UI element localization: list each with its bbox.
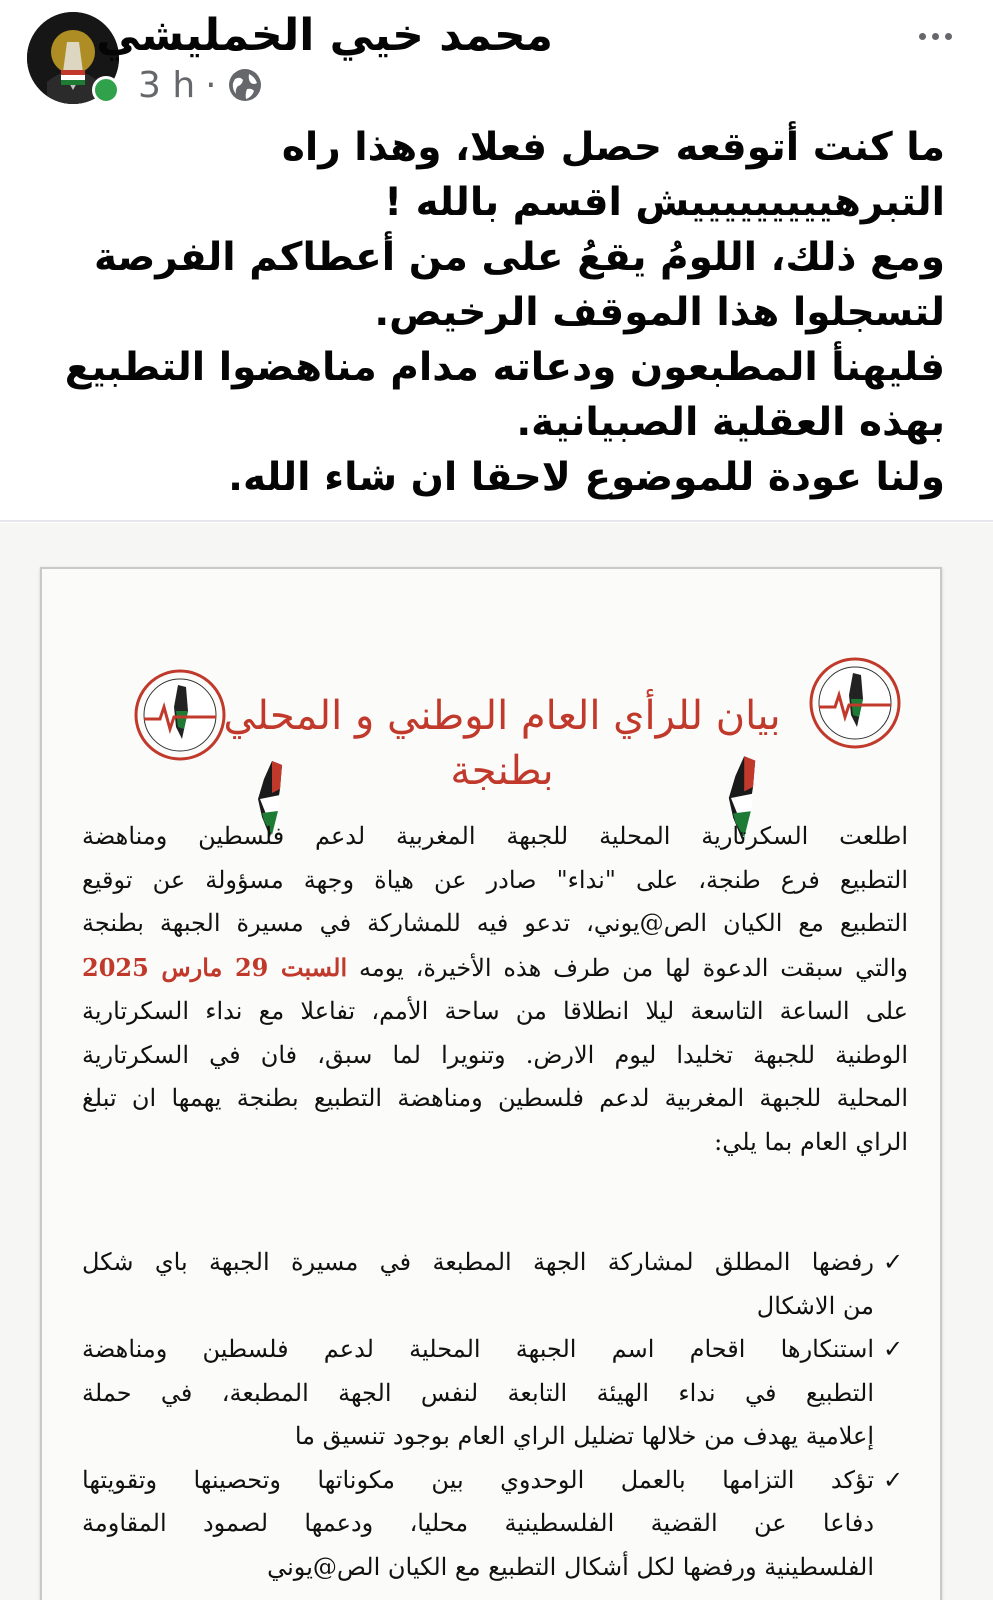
- online-status-indicator: [92, 76, 120, 104]
- post-header: [0, 0, 993, 115]
- list-item-line: الفلسطينية ورفضها لكل أشكال التطبيع مع الكيان الص@يوني: [267, 1552, 874, 1581]
- body-line: الوطنية للجبهة تخليدا ليوم الارض. وتنويرا لما سبق، فان في السكرتارية: [82, 1040, 908, 1069]
- front-emblem-icon: [132, 667, 228, 763]
- front-emblem-icon: [807, 655, 903, 751]
- list-item-line: إعلامية يهدف من خلالها تضليل الراي العام بوجود تنسيق ما: [294, 1422, 874, 1450]
- post-line: لتسجلوا هذا الموقف الرخيص.: [374, 290, 945, 335]
- document-title: [222, 689, 782, 799]
- post-line: ولنا عودة للموضوع لاحقا ان شاء الله.: [228, 455, 945, 500]
- author-name[interactable]: محمد خيي الخمليشي: [96, 10, 553, 61]
- list-item-line: من الاشكال: [756, 1291, 874, 1320]
- post-line: بهذه العقلية الصبيانية.: [516, 400, 945, 445]
- list-item-line: دفاعا عن القضية الفلسطينية محليا، ودعمها لصمود المقاومة: [82, 1509, 874, 1537]
- body-line: [82, 946, 908, 991]
- body-line: على الساعة التاسعة ليلا انطلاقا من ساحة الأمم، تفاعلا مع نداء السكرتارية: [82, 997, 908, 1025]
- body-line: الراي العام بما يلي:: [714, 1127, 908, 1156]
- checkmark-icon: ✓: [882, 1335, 904, 1363]
- more-dot: [932, 33, 939, 40]
- document-body: [82, 815, 908, 1164]
- post-line: فليهنأ المطبعون ودعاته مدام مناهضوا التطبيع: [64, 345, 945, 390]
- list-item-line: التطبيع في نداء الهيئة التابعة لنفس الجهة المطبعة، في حملة: [82, 1378, 874, 1407]
- more-options-button[interactable]: [905, 18, 965, 54]
- post-line: ما كنت أتوقعه حصل فعلا، وهذا راه: [281, 125, 945, 170]
- post-line: التبرهيييييييييش اقسم بالله !: [384, 180, 945, 225]
- post-timestamp[interactable]: 3 h: [138, 64, 196, 106]
- list-item: [82, 1328, 908, 1459]
- list-item: [82, 1241, 908, 1328]
- globe-icon[interactable]: [227, 67, 263, 103]
- body-line-text: والتي سبقت الدعوة لها من طرف هذه الأخيرة، يومه: [358, 953, 908, 982]
- document-bullet-list: [82, 1241, 908, 1589]
- post-photo[interactable]: [0, 523, 993, 1600]
- body-line: التطبيع فرع طنجة، على "نداء" صادر عن هياة وجهة مسؤولة عن توقيع: [82, 865, 909, 894]
- post-meta: [138, 62, 263, 108]
- document-title-line: بيان للرأي العام الوطني و المحلي: [223, 693, 781, 739]
- post-line: ومع ذلك، اللومُ يقعُ على من أعطاكم الفرصة: [93, 235, 945, 280]
- event-date: السبت 29 مارس 2025: [82, 952, 348, 982]
- more-dot: [945, 33, 952, 40]
- post-message: [65, 120, 945, 505]
- divider: [0, 520, 993, 522]
- list-item-line: تؤكد التزامها بالعمل الوحدوي بين مكوناتها وتحصينها وتقويتها: [82, 1465, 874, 1494]
- document-title-line: بطنجة: [450, 748, 554, 794]
- more-horizontal-icon: [919, 33, 926, 40]
- list-item-line: رفضها المطلق لمشاركة الجهة المطبعة في مسيرة الجبهة باي شكل: [82, 1248, 874, 1276]
- body-line: اطلعت السكرتارية المحلية للجبهة المغربية لدعم فلسطين ومناهضة: [82, 822, 908, 850]
- body-line: المحلية للجبهة المغربية لدعم فلسطين ومناهضة التطبيع بطنجة يهمها ان تبلغ: [82, 1084, 908, 1112]
- list-item-line: استنكارها اقحام اسم الجبهة المحلية لدعم فلسطين ومناهضة: [82, 1335, 874, 1363]
- body-line: التطبيع مع الكيان الص@يوني، تدعو فيه للمشاركة في مسيرة الجبهة بطنجة: [82, 909, 908, 937]
- list-item: [82, 1459, 908, 1590]
- checkmark-icon: ✓: [882, 1465, 904, 1494]
- checkmark-icon: ✓: [882, 1248, 904, 1276]
- meta-separator: ·: [205, 64, 217, 106]
